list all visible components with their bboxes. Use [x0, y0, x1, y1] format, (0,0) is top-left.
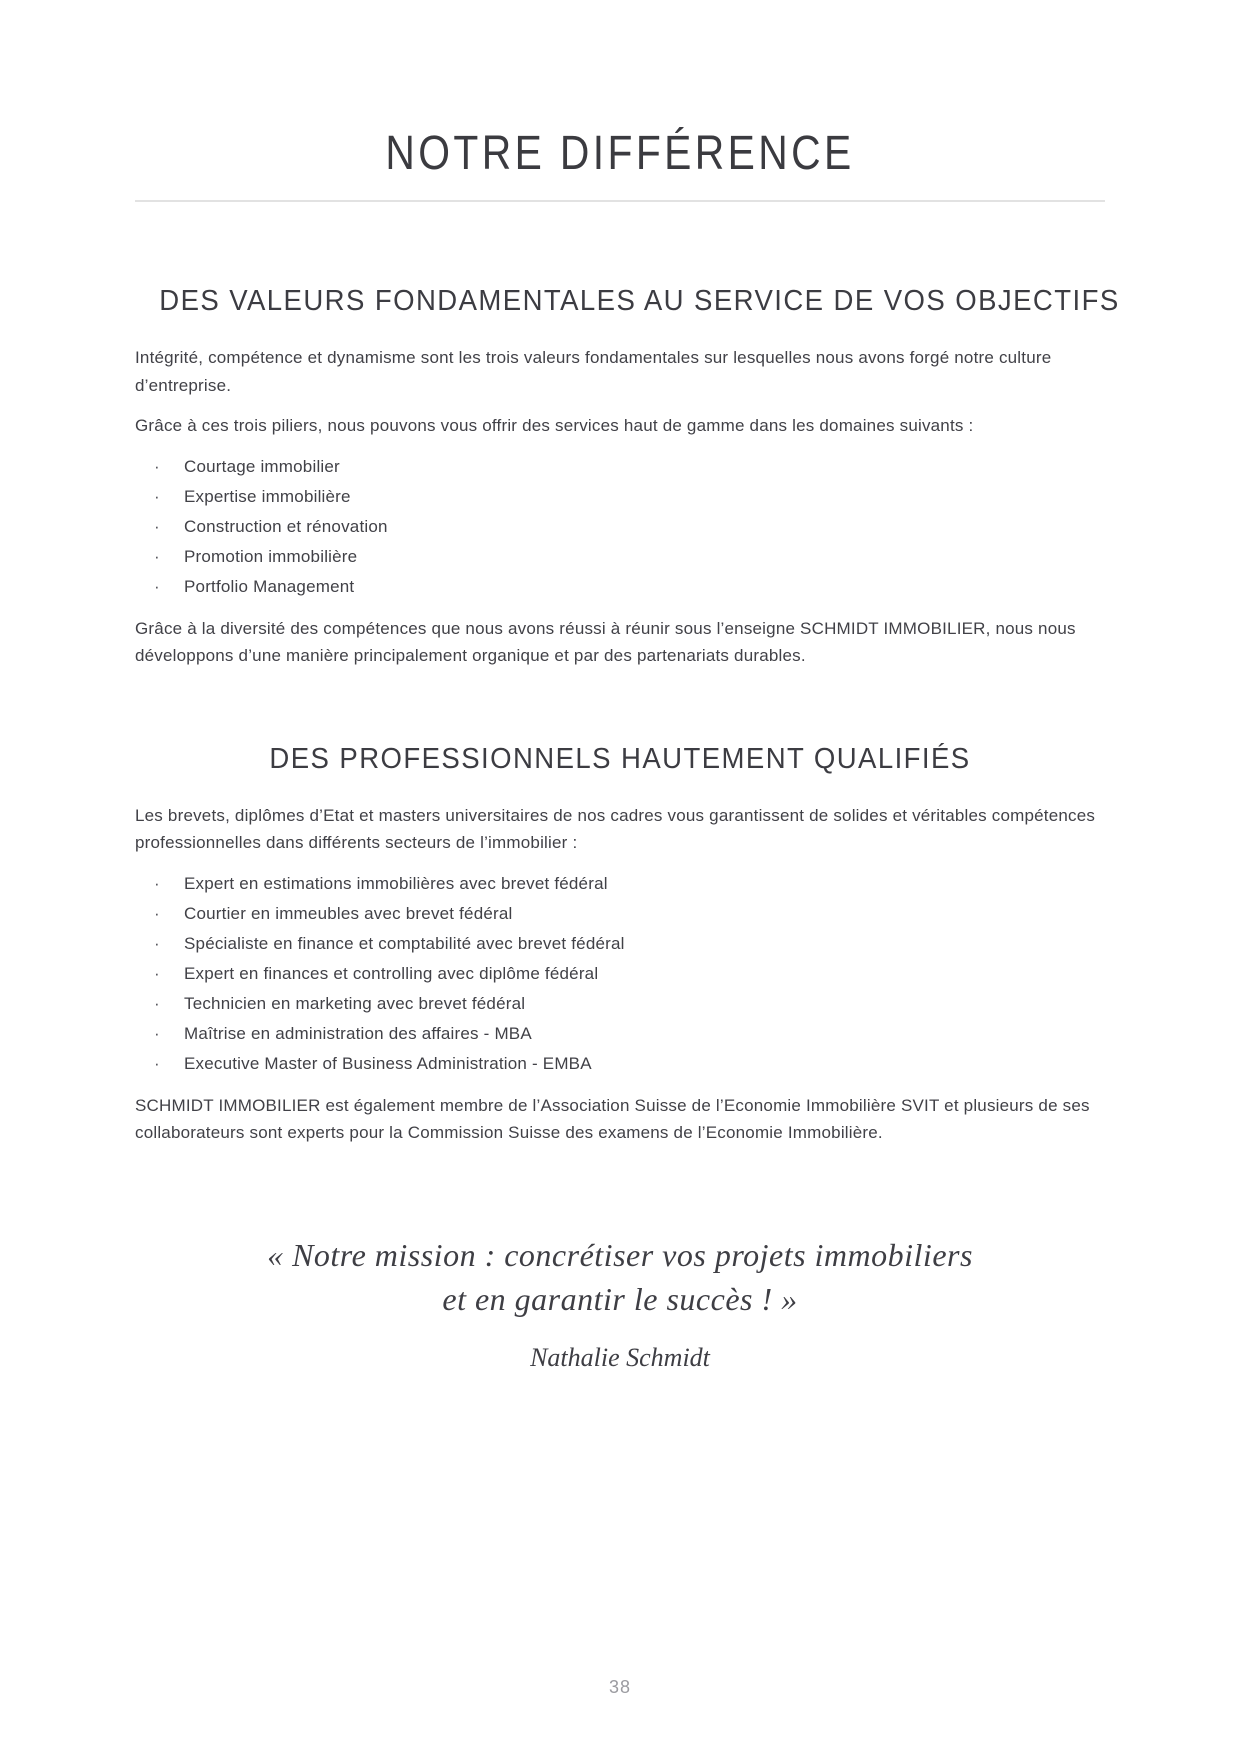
bullet-marker: · — [154, 933, 160, 953]
list-item-label: Construction et rénovation — [184, 516, 388, 536]
list-item-label: Expert en estimations immobilières avec brevet fédéral — [184, 873, 608, 893]
section-valeurs-fondamentales — [135, 284, 1120, 670]
list-item — [135, 899, 1105, 929]
bullet-marker: · — [154, 486, 160, 506]
list-item-label: Promotion immobilière — [184, 546, 358, 566]
bullet-marker: · — [154, 1053, 160, 1073]
section-heading-valeurs: DES VALEURS FONDAMENTALES AU SERVICE DE VOS OBJECTIFS — [159, 285, 1120, 317]
list-item — [135, 482, 1105, 512]
list-item-label: Courtier en immeubles avec brevet fédéral — [184, 903, 513, 923]
list-item-label: Maîtrise en administration des affaires - MBA — [184, 1023, 532, 1043]
bullet-marker: · — [154, 903, 160, 923]
list-item-label: Spécialiste en finance et comptabilité avec brevet fédéral — [184, 933, 625, 953]
list-item — [135, 1049, 1105, 1079]
bullet-marker: · — [154, 993, 160, 1013]
quote-line: « Notre mission : concrétiser vos projets immobiliers — [267, 1236, 973, 1273]
list-item — [135, 512, 1105, 542]
bullet-marker: · — [154, 456, 160, 476]
paragraph-brevets: Les brevets, diplômes d’Etat et masters universitaires de nos cadres vous garantissent de solides et véritables compétences professionnelles dans différents secteurs de l’immobilier : — [135, 805, 1096, 852]
title-divider — [135, 200, 1105, 202]
paragraph-svit: SCHMIDT IMMOBILIER est également membre de l’Association Suisse de l’Economie Immobilière SVIT et plusieurs de ses collaborateurs sont experts pour la Commission Suisse des examens de l’Economie Immobilière. — [135, 1095, 1090, 1142]
section-professionnels-qualifies — [135, 742, 1105, 1147]
list-item-label: Expert en finances et controlling avec diplôme fédéral — [184, 963, 599, 983]
page-content — [135, 0, 1120, 1373]
quote-text — [135, 1233, 1105, 1321]
bullet-marker: · — [154, 873, 160, 893]
list-item — [135, 1019, 1105, 1049]
list-item-label: Portfolio Management — [184, 576, 355, 596]
page-title: NOTRE DIFFÉRENCE — [385, 127, 855, 180]
paragraph-integrite: Intégrité, compétence et dynamisme sont les trois valeurs fondamentales sur lesquelles nous avons forgé notre culture d’entreprise. — [135, 348, 1052, 395]
list-item-label: Courtage immobilier — [184, 456, 340, 476]
bullet-marker: · — [154, 963, 160, 983]
quote-author: Nathalie Schmidt — [530, 1342, 710, 1372]
bullet-marker: · — [154, 1023, 160, 1043]
section-heading-professionnels: DES PROFESSIONNELS HAUTEMENT QUALIFIÉS — [269, 742, 971, 775]
qualifications-list — [135, 869, 1105, 1079]
quote-line: et en garantir le succès ! » — [442, 1280, 798, 1317]
list-item — [135, 929, 1105, 959]
page-number: 38 — [608, 1677, 632, 1697]
list-item-label: Technicien en marketing avec brevet fédéral — [184, 993, 526, 1013]
paragraph-diversite: Grâce à la diversité des compétences que nous avons réussi à réunir sous l’enseigne SCHMIDT IMMOBILIER, nous nous développons d’une manière principalement organique et par des partenariats durables. — [135, 618, 1076, 665]
services-list — [135, 452, 1105, 602]
page-header — [135, 128, 1105, 202]
list-item-label: Executive Master of Business Administration - EMBA — [184, 1053, 592, 1073]
list-item — [135, 452, 1105, 482]
list-item — [135, 572, 1105, 602]
mission-quote — [135, 1233, 1105, 1373]
list-item — [135, 542, 1105, 572]
bullet-marker: · — [154, 516, 160, 536]
paragraph-trois-piliers: Grâce à ces trois piliers, nous pouvons vous offrir des services haut de gamme dans les domaines suivants : — [135, 416, 974, 435]
bullet-marker: · — [154, 546, 160, 566]
list-item — [135, 959, 1105, 989]
page-footer — [0, 1677, 1240, 1698]
list-item — [135, 869, 1105, 899]
list-item — [135, 989, 1105, 1019]
bullet-marker: · — [154, 576, 160, 596]
list-item-label: Expertise immobilière — [184, 486, 351, 506]
